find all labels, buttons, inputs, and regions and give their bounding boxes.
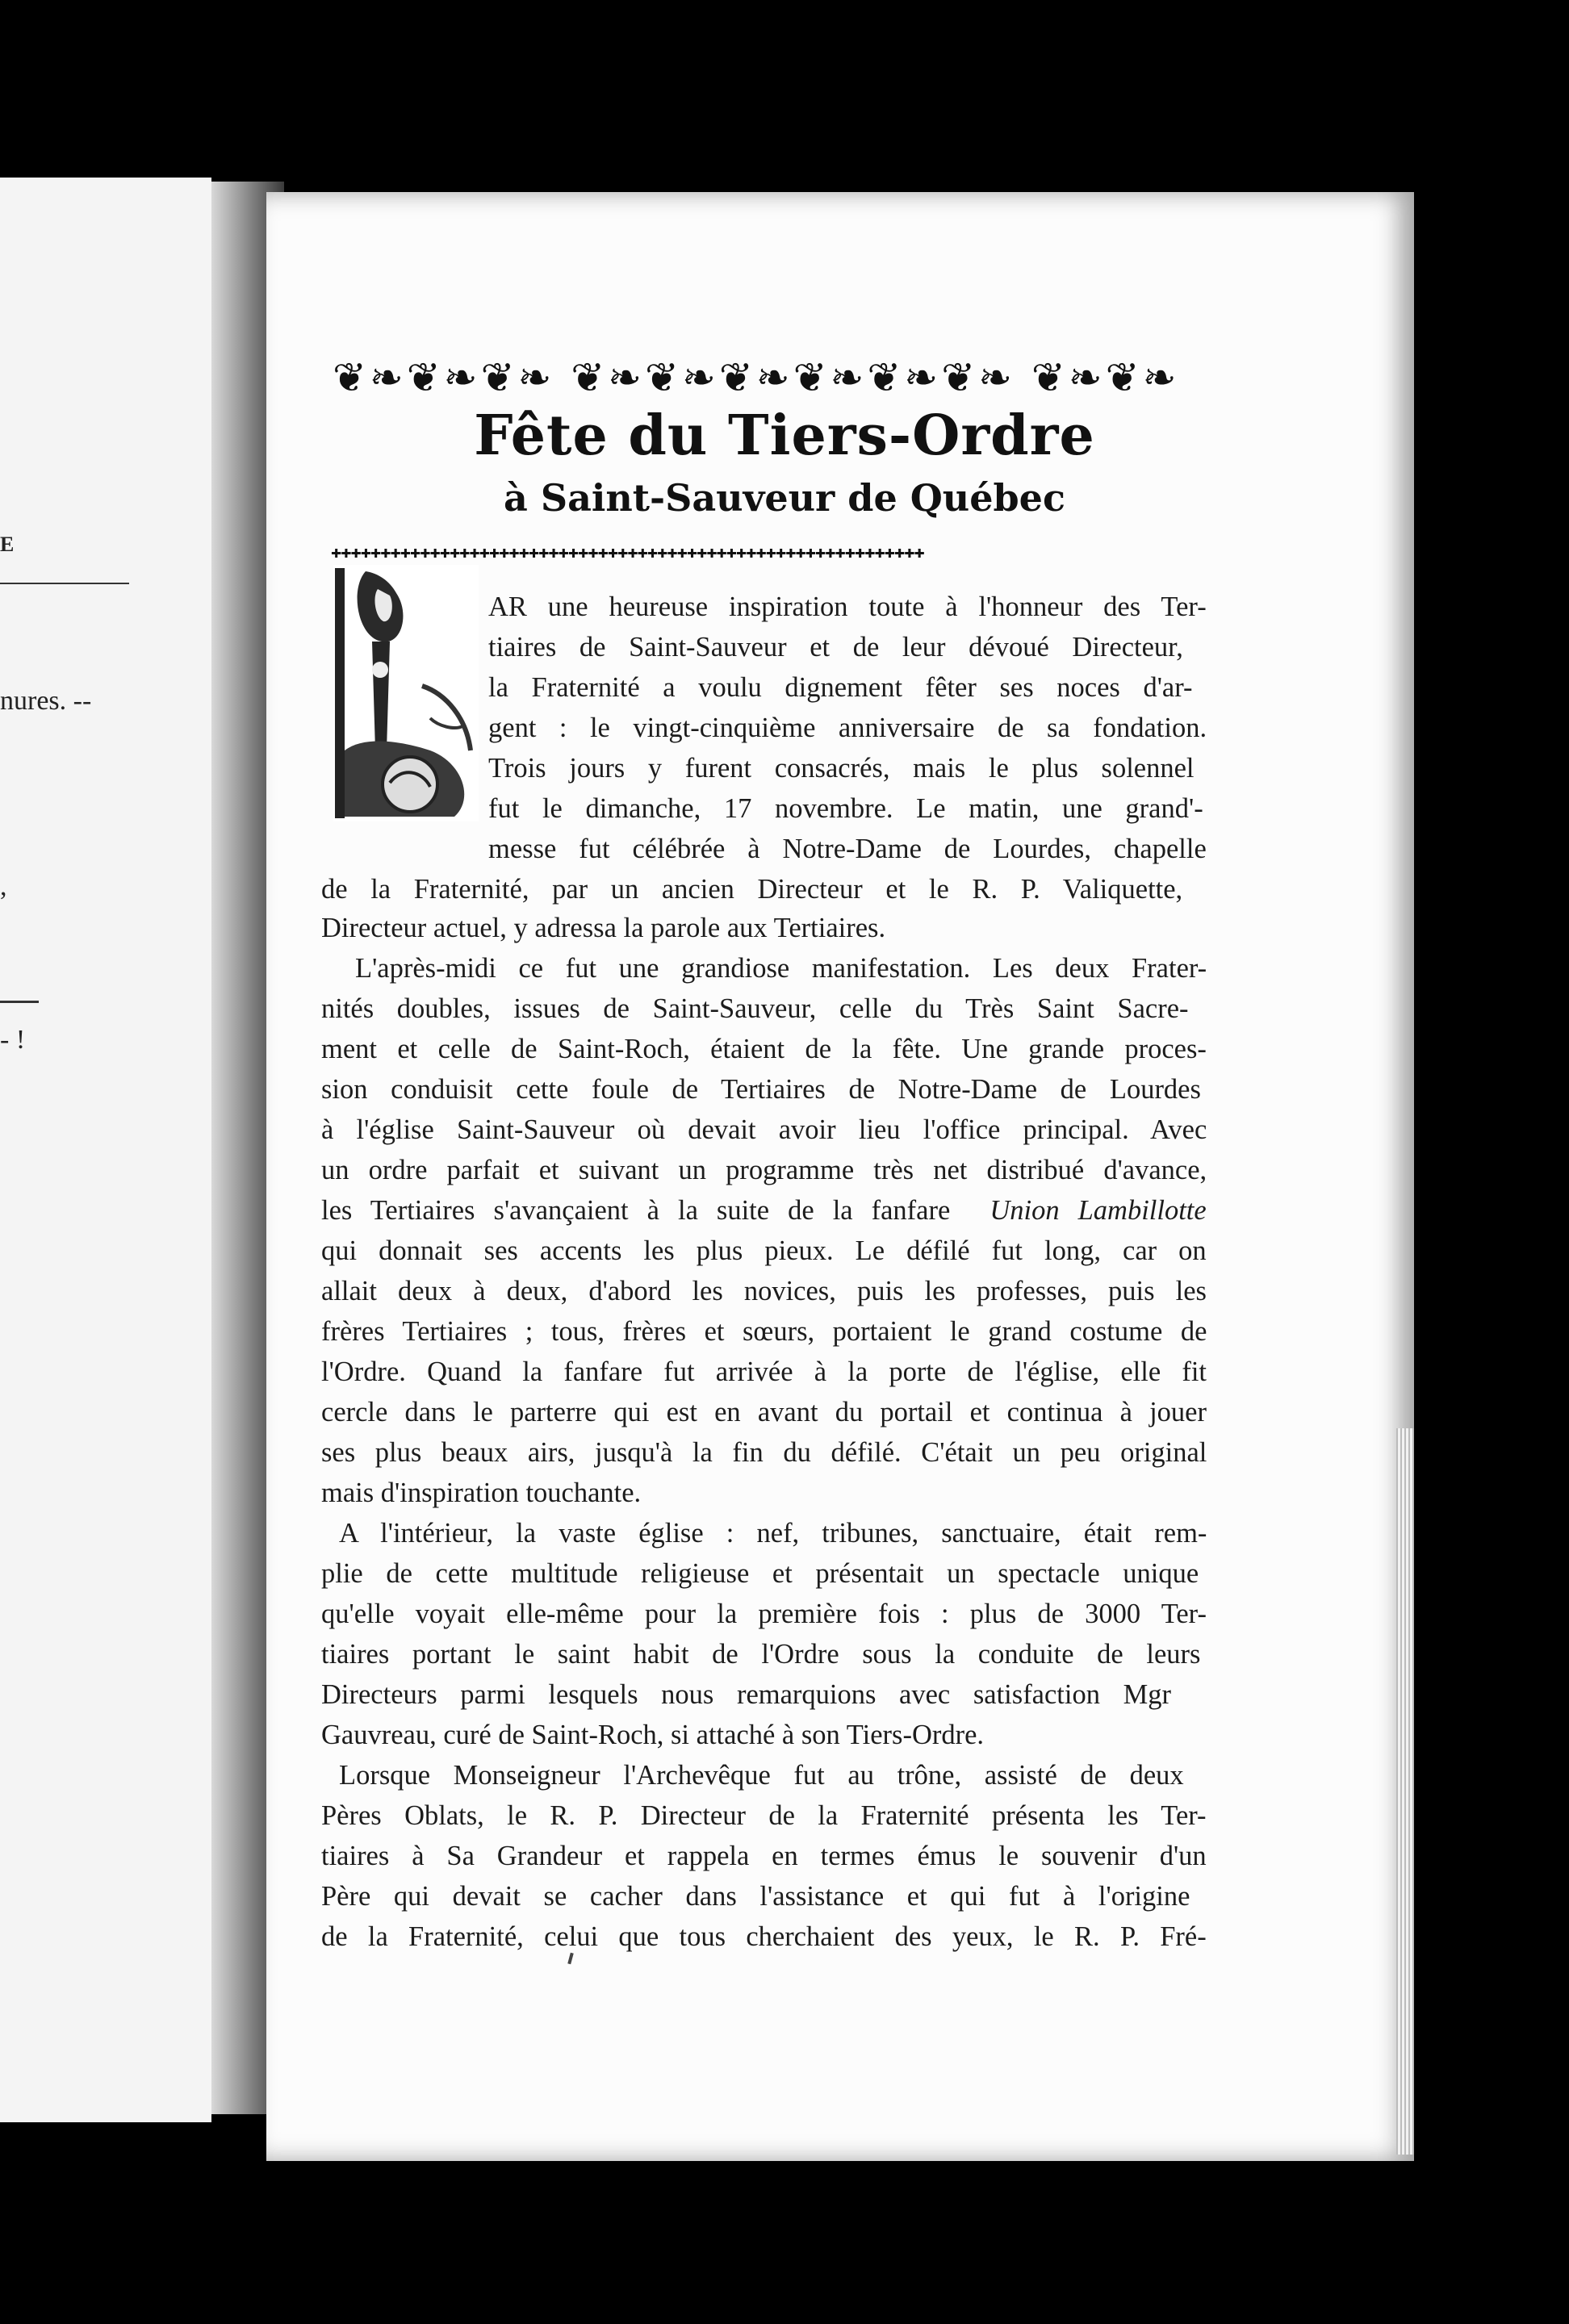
body-line: tiaires portant le saint habit de l'Ordre sous la conduite de leurs <box>321 1639 1201 1670</box>
left-page-rule <box>0 583 129 584</box>
body-line: cercle dans le parterre qui est en avant du portail et continua à jouer <box>321 1397 1207 1427</box>
body-line: Directeur actuel, y adressa la parole aux Tertiaires. <box>321 913 886 943</box>
body-line: Lorsque Monseigneur l'Archevêque fut au trône, assisté de deux <box>339 1760 1184 1791</box>
body-line <box>321 1197 1207 1225</box>
left-page-line: - ! <box>0 1025 26 1055</box>
body-line: la Fraternité a voulu dignement fêter ses noces d'ar- <box>488 672 1193 703</box>
body-line: mais d'inspiration touchante. <box>321 1478 642 1508</box>
body-line: un ordre parfait et suivant un programme très net distribué d'avance, <box>321 1155 1207 1185</box>
body-line: fut le dimanche, 17 novembre. Le matin, une grand'- <box>488 793 1203 824</box>
article-subtitle: à Saint-Sauveur de Québec <box>504 476 1065 520</box>
left-page-line: , <box>0 872 7 901</box>
body-line: Trois jours y furent consacrés, mais le plus solennel <box>488 753 1195 784</box>
drop-cap-illustration <box>333 565 479 821</box>
body-line: frères Tertiaires ; tous, frères et sœurs, portaient le grand costume de <box>321 1316 1207 1347</box>
ornamental-header-band <box>333 353 1224 402</box>
body-line: qui donnait ses accents les plus pieux. Le défilé fut long, car on <box>321 1235 1207 1266</box>
body-line: L'après-midi ce fut une grandiose manifestation. Les deux Frater- <box>355 953 1207 984</box>
left-page <box>0 178 211 2122</box>
body-line: messe fut célébrée à Notre-Dame de Lourdes, chapelle <box>488 834 1207 864</box>
body-line: Père qui devait se cacher dans l'assistance et qui fut à l'origine <box>321 1881 1190 1912</box>
body-line: Directeurs parmi lesquels nous remarquions avec satisfaction Mgr <box>321 1679 1172 1710</box>
cross-divider: ✚✚✚✚✚✚✚✚✚✚✚✚✚✚✚✚✚✚✚✚✚✚✚✚✚✚✚✚✚✚✚✚✚✚✚✚✚✚✚✚✚✚✚✚✚✚✚✚✚✚✚✚✚✚✚✚✚✚✚✚ <box>331 542 924 562</box>
page-edges <box>1396 1428 1414 2155</box>
body-line: de la Fraternité, par un ancien Directeur et le R. P. Valiquette, <box>321 874 1183 905</box>
fanfare-name-italic: Union Lambillotte <box>990 1195 1207 1226</box>
body-line-text: les Tertiaires s'avançaient à la suite de la fanfare <box>321 1195 951 1226</box>
body-line: tiaires de Saint-Sauveur et de leur dévoué Directeur, <box>488 632 1183 663</box>
left-page-line: nures. -- <box>0 686 92 716</box>
body-line: gent : le vingt-cinquième anniversaire de sa fondation. <box>488 713 1207 743</box>
body-line: à l'église Saint-Sauveur où devait avoir lieu l'office principal. Avec <box>321 1114 1207 1145</box>
body-line: Gauvreau, curé de Saint-Roch, si attaché à son Tiers-Ordre. <box>321 1720 985 1750</box>
body-line: tiaires à Sa Grandeur et rappela en termes émus le souvenir d'un <box>321 1841 1207 1871</box>
body-line: qu'elle voyait elle-même pour la première fois : plus de 3000 Ter- <box>321 1599 1207 1629</box>
article-title: Fête du Tiers-Ordre <box>474 403 1095 468</box>
body-line: plie de cette multitude religieuse et présentait un spectacle unique <box>321 1558 1199 1589</box>
ornament-glyphs: ❦❧❦❧❦❧ ❦❧❦❧❦❧❦❧❦❧❦❧ ❦❧❦❧ <box>333 354 1180 401</box>
body-line: allait deux à deux, d'abord les novices, puis les professes, puis les <box>321 1276 1207 1306</box>
body-line: sion conduisit cette foule de Tertiaires de Notre-Dame de Lourdes <box>321 1074 1201 1105</box>
body-line: AR une heureuse inspiration toute à l'honneur des Ter- <box>488 591 1207 622</box>
body-line: ment et celle de Saint-Roch, étaient de la fête. Une grande proces- <box>321 1034 1207 1064</box>
body-line: de la Fraternité, celui que tous cherchaient des yeux, le R. P. Fré- <box>321 1921 1207 1952</box>
left-page-header-fragment: E <box>0 533 15 556</box>
left-page-dash <box>0 1001 39 1003</box>
body-line: Pères Oblats, le R. P. Directeur de la Fraternité présenta les Ter- <box>321 1800 1207 1831</box>
body-line: ses plus beaux airs, jusqu'à la fin du défilé. C'était un peu original <box>321 1437 1207 1468</box>
body-line: nités doubles, issues de Saint-Sauveur, celle du Très Saint Sacre- <box>321 993 1189 1024</box>
body-line: l'Ordre. Quand la fanfare fut arrivée à la porte de l'église, elle fit <box>321 1356 1207 1387</box>
body-line: A l'intérieur, la vaste église : nef, tribunes, sanctuaire, était rem- <box>339 1518 1207 1549</box>
